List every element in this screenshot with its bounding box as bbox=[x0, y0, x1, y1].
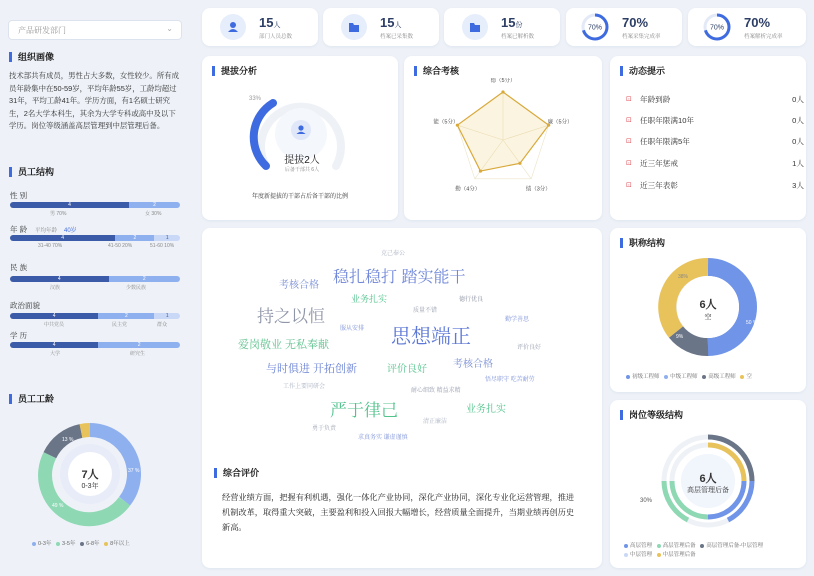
radar-label-勤: 勤（4分） bbox=[455, 186, 481, 193]
title-structure-card bbox=[610, 228, 806, 392]
education-bar-1: 4 bbox=[10, 342, 98, 348]
title-pct-1: 38% bbox=[678, 274, 689, 280]
politics-caption-2: 民主党 bbox=[112, 322, 128, 328]
left-panel bbox=[0, 4, 193, 572]
politics-label: 政治面貌 bbox=[10, 301, 40, 310]
profile-title: 组织画像 bbox=[9, 52, 54, 62]
stat-card-collect-rate bbox=[566, 8, 682, 46]
radar-label-绩: 绩（3分） bbox=[525, 186, 551, 193]
education-caption-2: 研究生 bbox=[130, 351, 146, 357]
alert-icon: ⊡ bbox=[626, 138, 632, 145]
radar-point-勤 bbox=[479, 169, 482, 172]
folder-icon bbox=[462, 14, 488, 40]
alert-row[interactable]: ⊡ 任职年限满10年 0人 bbox=[626, 116, 804, 125]
wc-word: 评价良好 bbox=[387, 364, 427, 375]
alerts-title: 动态提示 bbox=[620, 66, 665, 76]
wc-word: 勤学善思 bbox=[505, 317, 530, 323]
promotion-card bbox=[202, 56, 398, 220]
wc-word: 业务扎实 bbox=[351, 294, 388, 304]
position-structure-title: 岗位等级结构 bbox=[620, 410, 683, 420]
stat-card-parse-rate bbox=[688, 8, 806, 46]
title-pct-3: 9% bbox=[676, 334, 684, 340]
wc-word: 思想端正 bbox=[391, 326, 471, 348]
position-center-label: 高层管理后备 bbox=[687, 487, 729, 494]
title-center-value: 6人 bbox=[699, 299, 717, 311]
tenure-center-value: 7人 bbox=[81, 469, 99, 481]
stat-collect-rate-desc: 档案采集完成率 bbox=[622, 34, 661, 40]
ethnic-label: 民 族 bbox=[10, 263, 28, 272]
position-pct-1: 30% bbox=[640, 498, 653, 504]
alert-icon: ⊡ bbox=[626, 182, 632, 189]
gender-caption-male: 男 70% bbox=[50, 211, 67, 217]
ethnic-bar-1: 4 bbox=[10, 276, 109, 282]
chevron-down-icon: ⌄ bbox=[166, 24, 173, 33]
alert-icon: ⊡ bbox=[626, 160, 632, 167]
stat-parsed-value: 15份 bbox=[501, 15, 523, 30]
stat-parsed-desc: 档案已解析数 bbox=[501, 34, 535, 40]
politics-caption-3: 群众 bbox=[157, 322, 168, 328]
gender-bar-female: 2 bbox=[129, 202, 180, 208]
stat-parse-rate-desc: 档案解析完成率 bbox=[744, 34, 783, 40]
assessment-title: 综合考核 bbox=[414, 66, 459, 76]
ethnic-bar bbox=[10, 276, 180, 282]
education-bar bbox=[10, 342, 180, 348]
promotion-sub: 后备干部共 6人 bbox=[284, 167, 320, 173]
age-bar bbox=[10, 235, 180, 241]
wc-word: 考核合格 bbox=[453, 359, 493, 370]
position-legend: 高层管理 高层管理后备 高层管理后备-中层管理 中层管理 中层管理后备 bbox=[624, 542, 763, 560]
wc-word: 稳扎稳打 踏实能干 bbox=[333, 269, 466, 286]
alert-icon: ⊡ bbox=[626, 96, 632, 103]
tenure-pct-2: 49 % bbox=[52, 503, 64, 509]
stat-parse-rate-value: 70% bbox=[744, 15, 771, 30]
stat-collect-rate-value: 70% bbox=[622, 15, 649, 30]
radar-point-德 bbox=[501, 90, 504, 93]
age-caption-3: 51-60 10% bbox=[150, 243, 175, 249]
politics-bar-1: 4 bbox=[10, 313, 98, 319]
politics-caption-1: 中共党员 bbox=[44, 322, 65, 328]
education-bar-2: 2 bbox=[98, 342, 180, 348]
age-caption-1: 31-40 70% bbox=[38, 243, 63, 249]
svg-text:70%: 70% bbox=[587, 24, 603, 32]
wc-word: 勇于负责 bbox=[312, 426, 337, 432]
user-icon bbox=[220, 14, 246, 40]
structure-title: 员工结构 bbox=[9, 167, 54, 177]
radar-label-能: 能（5分） bbox=[433, 119, 459, 126]
wc-word: 清正廉洁 bbox=[423, 419, 448, 425]
radar-label-廉: 廉（5分） bbox=[547, 119, 573, 126]
tenure-pct-1: 37 % bbox=[128, 468, 140, 474]
promotion-title: 提拔分析 bbox=[212, 66, 257, 76]
wc-word: 克己奉公 bbox=[381, 251, 406, 257]
profile-text: 技术部共有成员，男性占大多数，女性较少。所有成员年龄集中在50-59岁，平均年龄55岁，工龄均超过31年，平均工龄41年。学历方面，有1名硕士研究生，2名大学本科生，其余为大学专科或高中及以下学历。岗位等级涵盖高层管理到中层管理后备。 bbox=[9, 71, 179, 131]
title-structure-title: 职称结构 bbox=[620, 238, 665, 248]
evaluation-text: 经营业绩方面，把握有利机遇，强化一体化产业协同，深化产业协同，深化专业化运营管理，推进机制改革，取得重大突破，主要盈利和投入回报大幅增长，经营质量全面提升，当期业绩再创历史新高。 bbox=[222, 493, 575, 532]
wc-word: 工作上要同研会 bbox=[283, 384, 326, 390]
wc-word: 德行优良 bbox=[459, 297, 484, 303]
age-bar-2: 2 bbox=[115, 235, 154, 241]
word-cloud bbox=[202, 228, 602, 443]
stat-members-value: 15人 bbox=[259, 15, 281, 30]
stat-members-desc: 部门人员总数 bbox=[259, 34, 293, 40]
education-caption-1: 大学 bbox=[50, 351, 61, 357]
tenure-title: 员工工龄 bbox=[9, 394, 54, 404]
folder-icon bbox=[341, 14, 367, 40]
title-legend: 初级工程师 中级工程师 高级工程师 空 bbox=[626, 372, 752, 380]
age-label: 年 龄 bbox=[10, 225, 28, 234]
ethnic-caption-2: 少数民族 bbox=[126, 285, 147, 291]
tenure-center-label: 0-3年 bbox=[81, 483, 99, 490]
dept-select[interactable] bbox=[8, 20, 182, 40]
wc-word: 服从安排 bbox=[340, 326, 365, 332]
age-bar-1: 4 bbox=[10, 235, 115, 241]
title-center-label: 空 bbox=[704, 314, 712, 321]
parse-rate-ring bbox=[702, 12, 732, 42]
politics-bar-3: 1 bbox=[154, 313, 180, 319]
title-pct-2: 50 % bbox=[746, 320, 758, 326]
alert-row[interactable]: ⊡ 年龄到龄 0人 bbox=[626, 95, 804, 104]
gender-caption-female: 女 30% bbox=[145, 211, 162, 217]
alert-row[interactable]: ⊡ 近三年惩戒 1人 bbox=[626, 159, 804, 168]
wc-word: 考核合格 bbox=[279, 280, 319, 291]
alert-row[interactable]: ⊡ 任职年限满5年 0人 bbox=[626, 137, 804, 146]
assessment-radar-chart bbox=[404, 78, 602, 218]
tenure-arc-8plus bbox=[81, 430, 90, 431]
alerts-card bbox=[610, 56, 806, 220]
stat-collected-value: 15人 bbox=[380, 15, 402, 30]
politics-bar-2: 2 bbox=[98, 313, 154, 319]
age-bar-3: 1 bbox=[154, 235, 180, 241]
position-center-value: 6人 bbox=[699, 473, 717, 485]
stat-card-members bbox=[202, 8, 318, 46]
svg-text:70%: 70% bbox=[709, 24, 725, 32]
position-structure-card bbox=[610, 400, 806, 568]
age-caption-2: 41-50 20% bbox=[108, 243, 133, 249]
tenure-legend: 0-3年 3-5年 6-8年 8年以上 bbox=[32, 539, 130, 547]
dept-select-value: 产品研发部门 bbox=[18, 26, 66, 35]
tenure-pct-3: 13 % bbox=[62, 437, 74, 443]
wc-word: 持之以恒 bbox=[257, 307, 325, 326]
wc-word: 悟尽职守 吃苦耐劳 bbox=[485, 377, 535, 383]
politics-bar bbox=[10, 313, 180, 319]
wc-word: 求真务实 谦虚谨慎 bbox=[358, 435, 408, 441]
gender-bar bbox=[10, 202, 180, 208]
wc-word: 耐心细致 精益求精 bbox=[411, 388, 461, 394]
evaluation-title: 综合评价 bbox=[214, 468, 259, 478]
stat-card-parsed bbox=[444, 8, 560, 46]
wc-word: 与时俱进 开拓创新 bbox=[266, 363, 358, 375]
wordcloud-evaluation-card bbox=[202, 228, 602, 568]
wc-word: 评价良好 bbox=[517, 345, 542, 351]
education-label: 学 历 bbox=[10, 331, 28, 340]
alert-row[interactable]: ⊡ 近三年表彰 3人 bbox=[626, 181, 804, 190]
stat-collected-desc: 档案已采集数 bbox=[380, 34, 414, 40]
promotion-pct: 33% bbox=[249, 96, 262, 102]
wc-word: 业务扎实 bbox=[466, 404, 506, 415]
collect-rate-ring bbox=[580, 12, 610, 42]
promotion-value: 提拔2人 bbox=[284, 155, 320, 166]
age-avg-value: 40岁 bbox=[64, 228, 77, 234]
age-avg-text: 平均年龄 bbox=[35, 228, 58, 234]
ethnic-caption-1: 汉族 bbox=[50, 285, 61, 291]
ethnic-bar-2: 2 bbox=[109, 276, 180, 282]
gender-bar-male: 4 bbox=[10, 202, 129, 208]
wc-word: 质量不错 bbox=[413, 308, 438, 314]
stat-card-collected bbox=[323, 8, 439, 46]
gender-label: 性 别 bbox=[10, 191, 28, 200]
wc-word: 严于律己 bbox=[330, 401, 398, 420]
assessment-card bbox=[404, 56, 602, 220]
wc-word: 爱岗敬业 无私奉献 bbox=[238, 339, 330, 351]
radar-label-德: 德（5分） bbox=[490, 78, 516, 84]
alert-icon: ⊡ bbox=[626, 117, 632, 124]
promotion-caption: 年度新提拔的干部占后备干部的比例 bbox=[251, 194, 348, 200]
radar-point-绩 bbox=[518, 162, 521, 165]
